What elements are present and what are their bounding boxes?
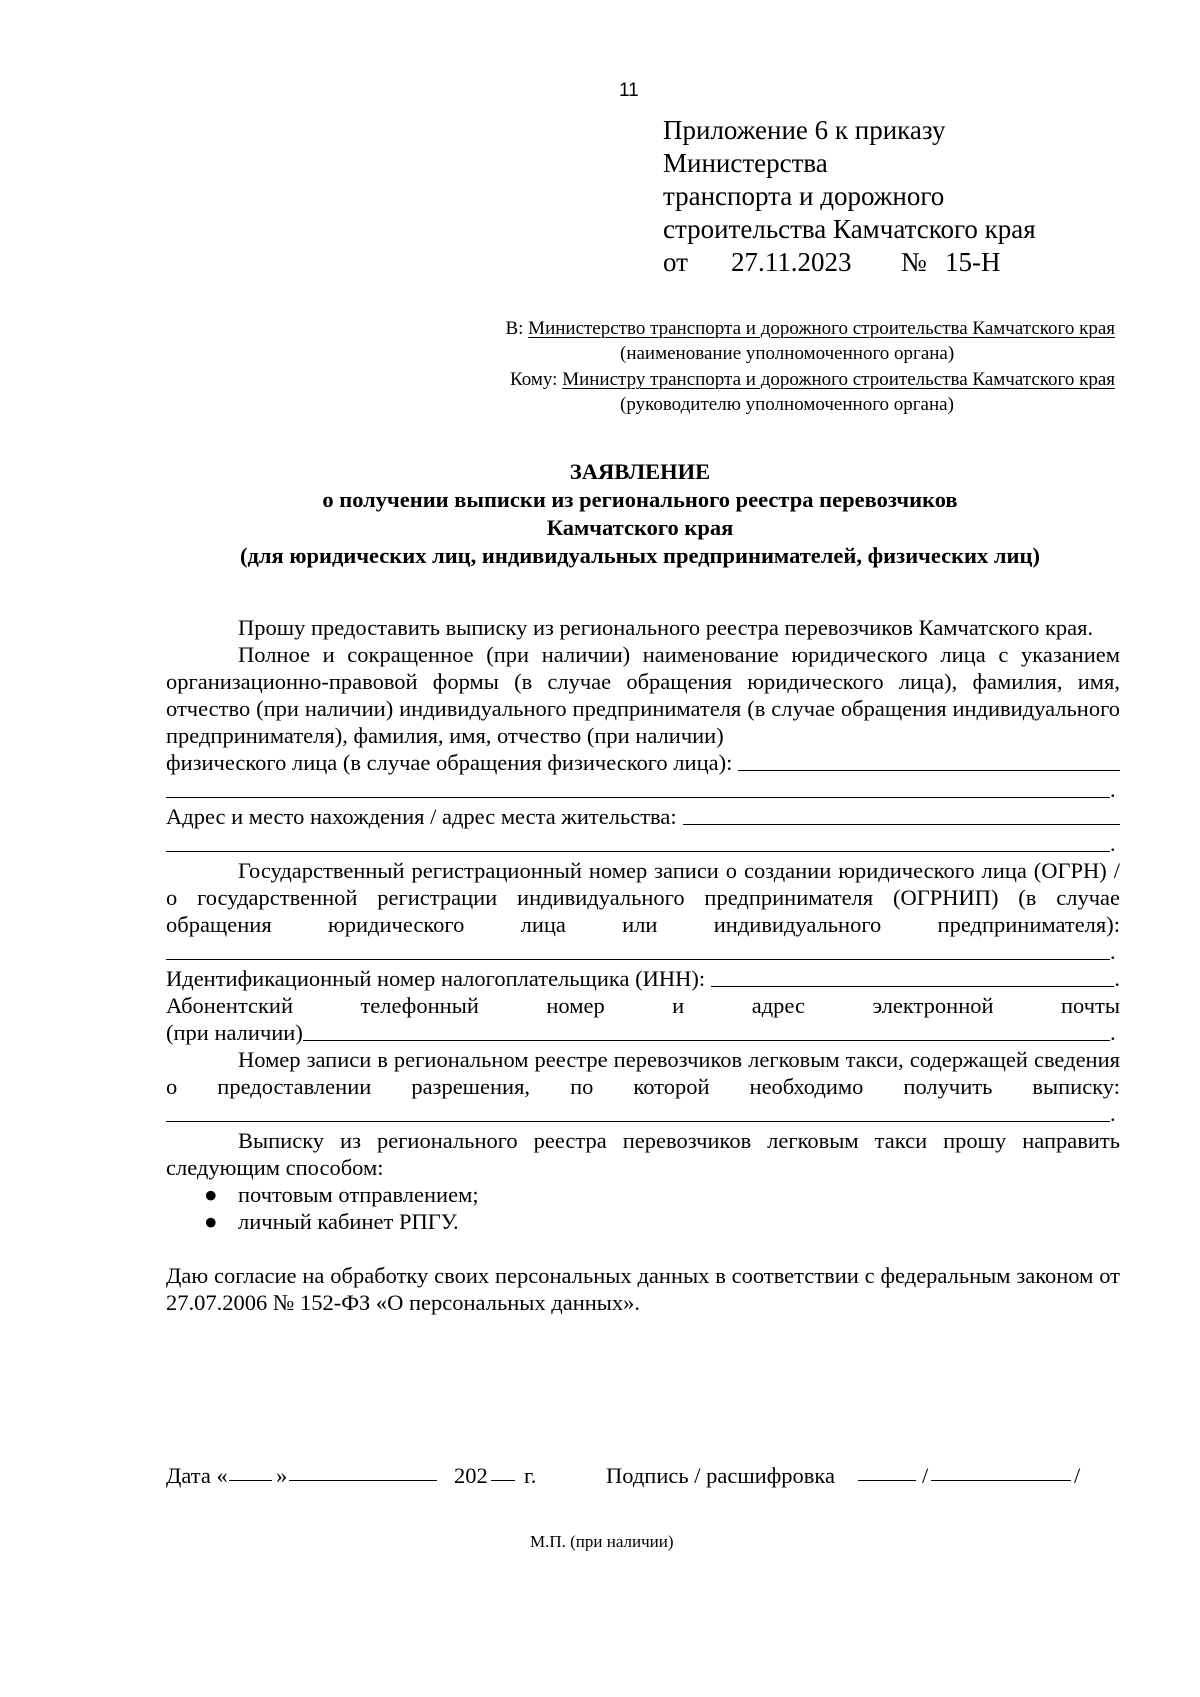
delivery-paragraph: Выписку из регионального реестра перевозчиков легковым такси прошу направить следующим способом: [166,1128,1120,1180]
appendix-line-1: Приложение 6 к приказу [663,115,946,145]
to-value: Министерство транспорта и дорожного строительства Камчатского края [528,318,1115,339]
heading-line-4: (для юридических лиц, индивидуальных предпринимателей, физических лиц) [240,543,1040,568]
phone-field-row: (при наличии) . [166,1020,1116,1045]
signature-line: Дата « » 202 г. Подпись / расшифровка / / [166,1463,1081,1488]
phone-field-label-2: (при наличии) [166,1020,303,1045]
appendix-line-4: строительства Камчатского края [663,214,1036,244]
record-field-row: . [166,1100,1120,1127]
bullet-icon: ● [204,1209,218,1234]
ogrn-paragraph: Государственный регистрационный номер записи о создании юридического лица (ОГРН) / о государственной регистрации индивидуального предпринимателя (ОГРНИП) (в случае обращения юридического лица или индивидуального предпринимателя): [166,858,1120,937]
order-from-label: от [663,247,688,277]
appendix-line-2: Министерства [663,148,828,178]
name-field-continuation: . [166,776,1120,803]
whom-caption: (руководителю уполномоченного органа) [620,394,954,415]
date-label: Дата « [166,1463,228,1488]
heading-line-2: о получении выписки из регионального реестра перевозчиков [322,487,958,512]
phone-field-label: Абонентский телефонный номер и адрес электронной почты [166,993,1120,1018]
delivery-options [166,1181,1120,1235]
delivery-option-cabinet: ● личный кабинет РПГУ. [204,1209,459,1234]
page-number: 11 [619,80,639,101]
name-field-blank[interactable] [738,769,1120,771]
consent-paragraph: Даю согласие на обработку своих персональных данных в соответствии с федеральным законом от 27.07.2006 № 152-ФЗ «О персональных данных». [166,1263,1120,1315]
appendix-order-line [663,246,1036,279]
ogrn-field-row: . [166,938,1120,965]
month-blank[interactable] [289,1462,437,1481]
heading-line-3: Камчатского края [546,515,734,540]
address-field-row [166,803,1120,830]
bullet-icon: ● [204,1182,218,1207]
date-close: » [276,1463,288,1488]
address-field-label: Адрес и место нахождения / адрес места жительства: [166,804,677,829]
addressee-to [505,318,1115,340]
name-field-label: физического лица (в случае обращения физического лица): [166,750,733,775]
address-field-continuation: . [166,830,1120,857]
request-paragraph: Прошу предоставить выписку из регионального реестра перевозчиков Камчатского края. [238,615,1094,640]
stamp-note: М.П. (при наличии) [530,1532,674,1551]
whom-label: Кому: [510,369,558,390]
inn-field-row: Идентификационный номер налогоплательщика (ИНН): . [166,966,1120,991]
year-suffix: г. [524,1463,537,1488]
addressee-whom [510,369,1115,391]
record-field-blank[interactable] [166,1120,1110,1122]
phone-field-blank[interactable] [303,1039,1110,1041]
document-title: ЗАЯВЛЕНИЕ [569,459,711,484]
order-number-label: № [901,247,927,277]
appendix-header [663,114,1036,279]
ogrn-field-blank[interactable] [166,958,1110,960]
inn-field-blank[interactable] [711,985,1114,987]
name-field-row [166,749,1120,776]
year-blank[interactable] [491,1462,515,1481]
signature-blank[interactable] [858,1462,916,1481]
appendix-line-3: транспорта и дорожного [663,181,945,211]
record-paragraph: Номер записи в региональном реестре перевозчиков легковым такси, содержащей сведения о предоставлении разрешения, по которой необходимо получить выписку: [166,1047,1120,1099]
inn-field-label: Идентификационный номер налогоплательщика (ИНН): [166,966,706,991]
day-blank[interactable] [229,1462,272,1481]
to-label: В: [505,318,524,339]
name-field-blank-2[interactable] [166,796,1110,798]
year-prefix: 202 [454,1463,488,1488]
application-body [166,614,1120,1316]
order-number: 15-Н [945,247,1001,277]
decoding-blank[interactable] [931,1462,1071,1481]
name-paragraph: Полное и сокращенное (при наличии) наименование юридического лица с указанием организационно-правовой формы (в случае обращения юридического лица), фамилия, имя, отчество (при наличии) индивидуального предпринимателя (в случае обращения индивидуального предпринимателя), фамилия, имя, отчество (при наличии) [166,642,1120,748]
signature-label: Подпись / расшифровка [606,1463,835,1488]
order-date: 27.11.2023 [731,247,852,277]
address-field-blank-2[interactable] [166,850,1110,852]
whom-value: Министру транспорта и дорожного строительства Камчатского края [562,369,1115,390]
to-caption: (наименование уполномоченного органа) [620,343,955,364]
address-field-blank[interactable] [683,823,1120,825]
delivery-option-post: ● почтовым отправлением; [204,1182,479,1207]
